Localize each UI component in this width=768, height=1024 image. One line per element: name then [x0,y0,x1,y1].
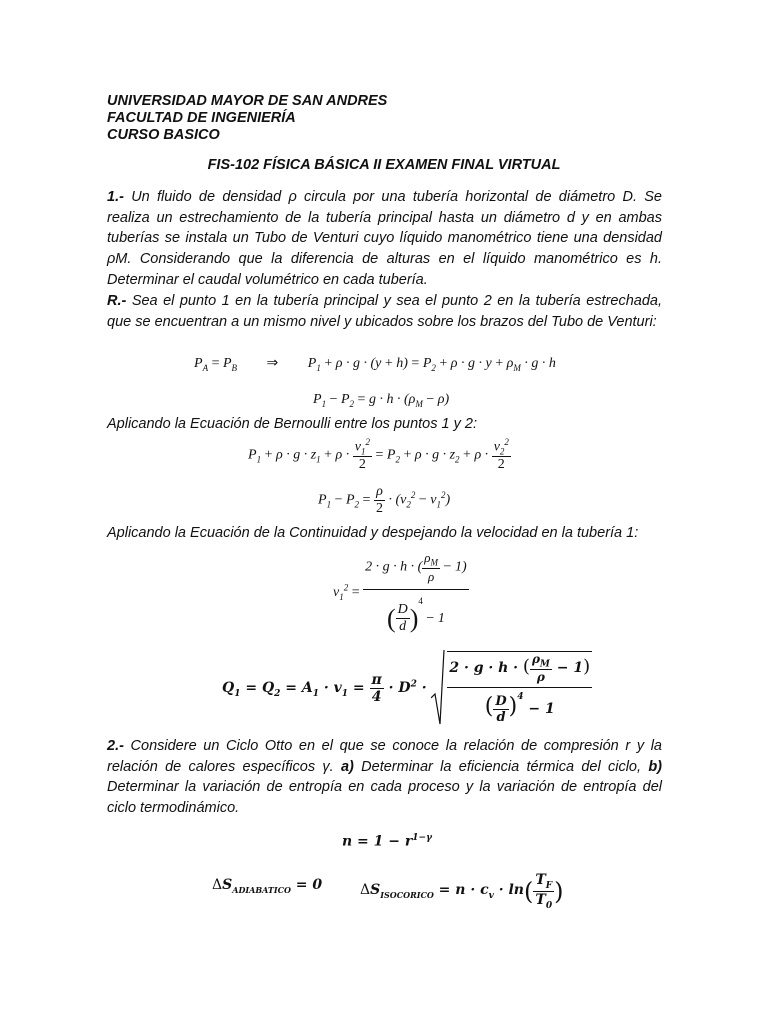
problem-2-intro: Considere un Ciclo Otto en el que se conoce la relación de compresión r y la relación de calores específicos γ. [107,738,662,775]
part-a-text: Determinar la eficiencia térmica del ciclo, [353,758,649,775]
problem-1-text: Un fluido de densidad ρ circula por una tubería horizontal de diámetro D. Se realiza un estrechamiento de la tubería principal hasta un diámetro d y en ambas tuberías se instala un Tubo de Venturi cuyo líquido manométrico tiene una densidad ρM. Considerando que la diferencia de alturas en el líquido manométrico es h. Determinar el caudal volumétrico en cada tubería. [107,189,662,288]
equation-pressure-balance: $P_A = P_B$ ⇒ $P_1 + \rho \cdot g \cdot (y + h) = P_2 + \rho \cdot g \cdot y + \rho_M \cdot g \cdot h$ [194,356,556,373]
equation-entropy-isochoric: $\Delta S_{ISOCORICO} = n \cdot c_v \cdot \ln$( $\frac{T_F}{T_0}$ ) [360,872,564,911]
equation-pressure-difference: $P_1 - P_2 = g \cdot h \cdot (\rho_M - \rho)$ [313,392,450,409]
equation-bernoulli: $P_1 + \rho \cdot g \cdot z_1 + \rho$ · $\frac{v_1^2}{2}$ = $P_2 + \rho \cdot g \cdot z_2 + \rho$ · $\frac{v_2^2}{2}$ [248,437,509,473]
answer-label: R.- [107,293,127,309]
bernoulli-text: Aplicando la Ecuación de Bernoulli entre los puntos 1 y 2: [107,416,477,432]
problem-1-number: 1.- [107,189,124,205]
exam-title: FIS-102 FÍSICA BÁSICA II EXAMEN FINAL VIRTUAL [207,157,561,173]
equation-flow-rate: $Q_1 = Q_2 = A_1 \cdot v_1$ = $\frac{\pi}{4}$ · $D^2$ · 2 · g · h · ( $\frac{\rho_M}{\rho}$ − 1) ( $\frac{D}{d}$ )$^4$ − 1 [222,650,592,726]
equation-entropy-adiabatic: $\Delta S_{ADIABATICO} = 0$ [212,877,323,895]
part-b-label: b) [648,758,662,775]
problem-1-statement [107,187,662,291]
equation-efficiency: $n = 1 - r^{1-\gamma}$ [342,833,433,850]
course-name: CURSO BASICO [107,127,220,143]
university-name: UNIVERSIDAD MAYOR DE SAN ANDRES [107,93,388,109]
square-root-icon [431,650,445,726]
answer-intro-text: Sea el punto 1 en la tubería principal y sea el punto 2 en la tubería estrechada, que se encuentran a un mismo nivel y ubicados sobre los brazos del Tubo de Venturi: [107,293,662,330]
part-a-label: a) [340,758,354,775]
problem-1-answer-intro [107,291,662,332]
part-b-text: Determinar la variación de entropía en cada proceso y la variación de entropía del ciclo termodinámico. [107,779,662,817]
equation-pressure-velocity: $P_1 - P_2$ = $\frac{\rho}{2}$ · $(v_2^2 - v_1^2)$ [318,484,451,516]
continuity-text: Aplicando la Ecuación de la Continuidad y despejando la velocidad en la tubería 1: [107,525,639,541]
problem-2-statement [107,736,662,819]
faculty-name: FACULTAD DE INGENIERÍA [107,110,296,126]
problem-2-number: 2.- [107,738,124,754]
equation-velocity-squared: $v_1^2$ = 2 · g · h · ( $\frac{\rho_M}{\rho}$ − 1) ( $\frac{D}{d}$ )$^4$ − 1 [333,550,467,634]
